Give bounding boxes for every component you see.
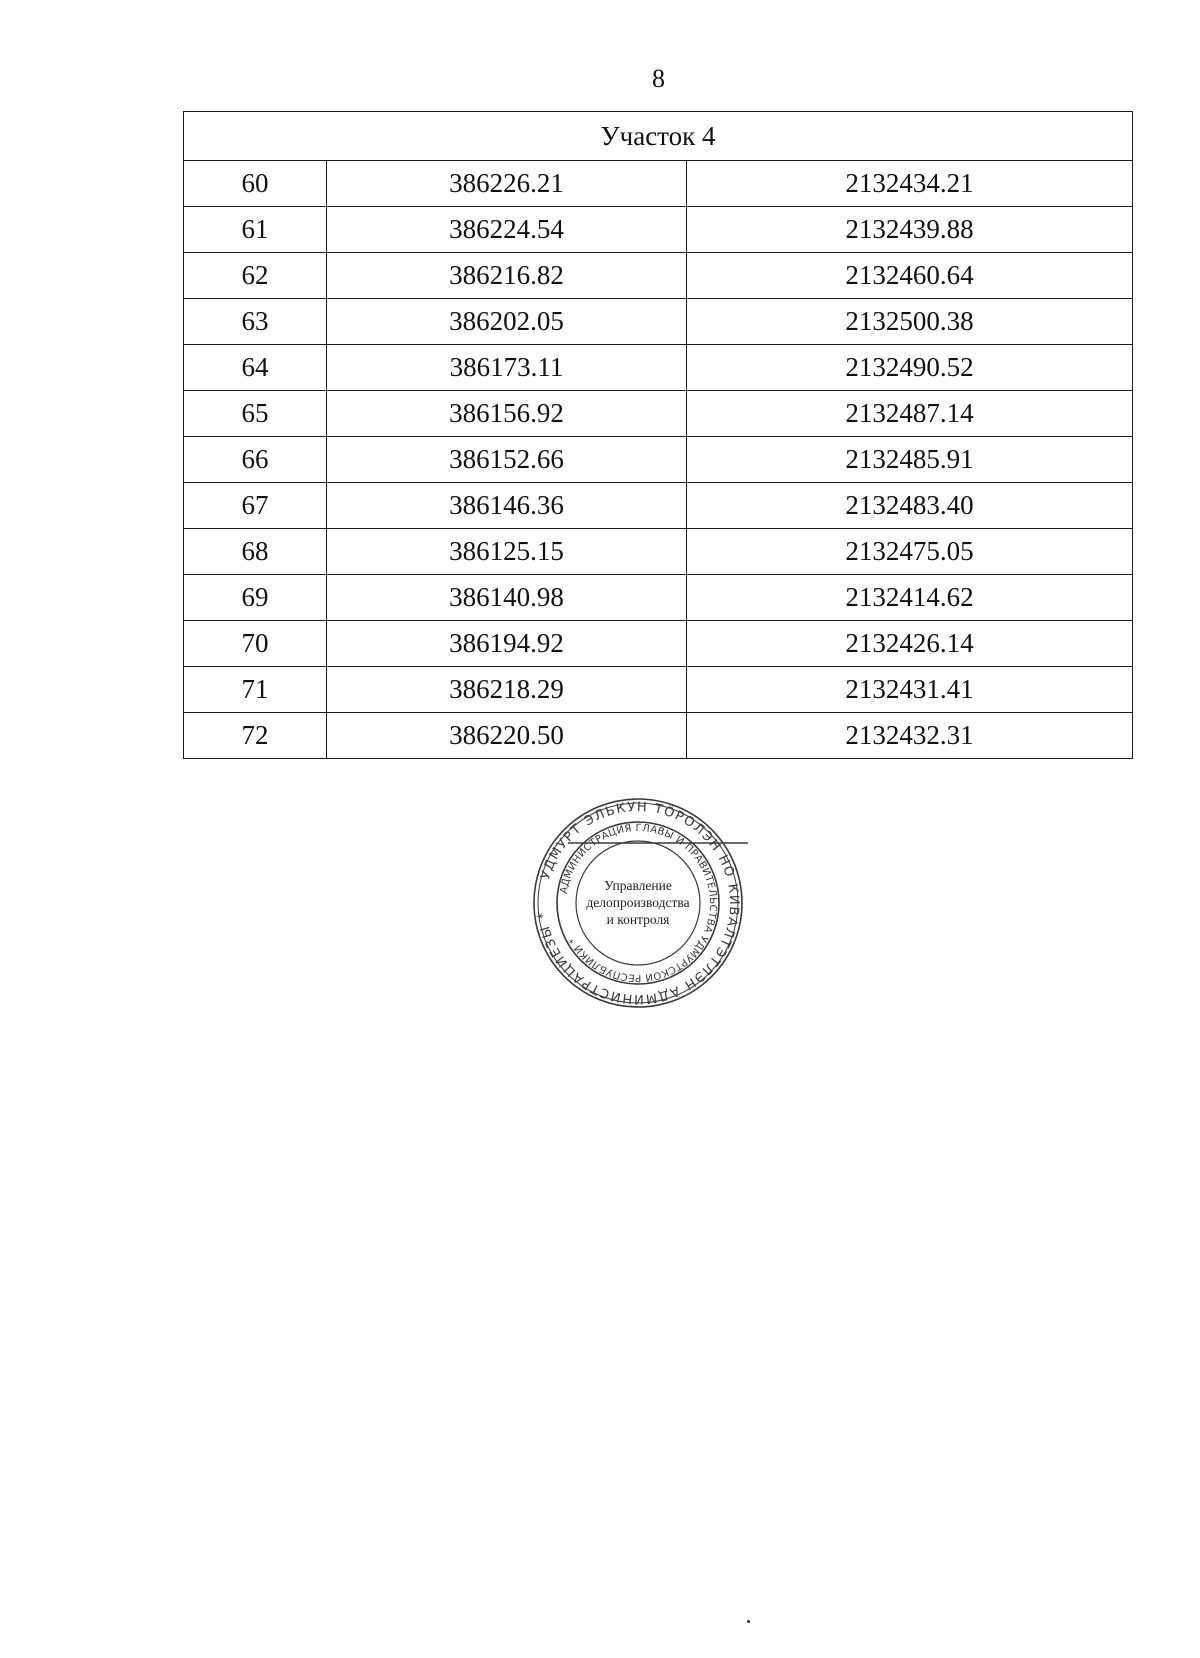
table-row [184, 299, 1133, 345]
y-coordinate-cell: 2132460.64 [687, 253, 1133, 299]
y-coordinate-cell: 2132483.40 [687, 483, 1133, 529]
official-seal-stamp [523, 797, 753, 1009]
table-row [184, 529, 1133, 575]
y-coordinate-cell: 2132426.14 [687, 621, 1133, 667]
y-coordinate-cell: 2132490.52 [687, 345, 1133, 391]
table-row [184, 667, 1133, 713]
y-coordinate-cell: 2132431.41 [687, 667, 1133, 713]
y-coordinate-cell: 2132485.91 [687, 437, 1133, 483]
table-row [184, 621, 1133, 667]
x-coordinate-cell: 386146.36 [327, 483, 687, 529]
point-number-cell: 67 [184, 483, 327, 529]
x-coordinate-cell: 386220.50 [327, 713, 687, 759]
point-number-cell: 62 [184, 253, 327, 299]
x-coordinate-cell: 386173.11 [327, 345, 687, 391]
table-row [184, 253, 1133, 299]
section-header-row [184, 112, 1133, 161]
point-number-cell: 63 [184, 299, 327, 345]
seal-center-line-3: и контроля [606, 912, 670, 927]
table-row [184, 345, 1133, 391]
point-number-cell: 61 [184, 207, 327, 253]
seal-center-line-2: делопроизводства [586, 895, 690, 910]
x-coordinate-cell: 386125.15 [327, 529, 687, 575]
table-row [184, 713, 1133, 759]
point-number-cell: 70 [184, 621, 327, 667]
seal-outer-text: УДМУРТ ЭЛЬКУН ТӦРОЛЭН НО КИВАЛТЭТЛЭН АДМИНИСТРАЦИЕЗЫ * [535, 799, 742, 1007]
x-coordinate-cell: 386224.54 [327, 207, 687, 253]
page-number: 8 [652, 64, 665, 93]
point-number-cell: 60 [184, 161, 327, 207]
point-number-cell: 72 [184, 713, 327, 759]
seal-center-line-1: Управление [604, 878, 672, 893]
section-title: Участок 4 [184, 112, 1133, 161]
table-row [184, 483, 1133, 529]
x-coordinate-cell: 386140.98 [327, 575, 687, 621]
table-row [184, 575, 1133, 621]
y-coordinate-cell: 2132414.62 [687, 575, 1133, 621]
x-coordinate-cell: 386194.92 [327, 621, 687, 667]
y-coordinate-cell: 2132439.88 [687, 207, 1133, 253]
point-number-cell: 64 [184, 345, 327, 391]
point-number-cell: 71 [184, 667, 327, 713]
x-coordinate-cell: 386216.82 [327, 253, 687, 299]
x-coordinate-cell: 386156.92 [327, 391, 687, 437]
table-row [184, 437, 1133, 483]
point-number-cell: 66 [184, 437, 327, 483]
point-number-cell: 69 [184, 575, 327, 621]
y-coordinate-cell: 2132487.14 [687, 391, 1133, 437]
scan-speck [747, 1620, 750, 1623]
table-row [184, 207, 1133, 253]
coordinates-table [183, 111, 1133, 759]
seal-center-text [563, 877, 713, 928]
point-number-cell: 65 [184, 391, 327, 437]
point-number-cell: 68 [184, 529, 327, 575]
y-coordinate-cell: 2132434.21 [687, 161, 1133, 207]
y-coordinate-cell: 2132500.38 [687, 299, 1133, 345]
table-row [184, 161, 1133, 207]
y-coordinate-cell: 2132432.31 [687, 713, 1133, 759]
table-row [184, 391, 1133, 437]
seal-inner-text: АДМИНИСТРАЦИЯ ГЛАВЫ И ПРАВИТЕЛЬСТВА УДМУРТСКОЙ РЕСПУБЛИКИ * [558, 822, 719, 984]
x-coordinate-cell: 386226.21 [327, 161, 687, 207]
x-coordinate-cell: 386218.29 [327, 667, 687, 713]
x-coordinate-cell: 386152.66 [327, 437, 687, 483]
y-coordinate-cell: 2132475.05 [687, 529, 1133, 575]
x-coordinate-cell: 386202.05 [327, 299, 687, 345]
